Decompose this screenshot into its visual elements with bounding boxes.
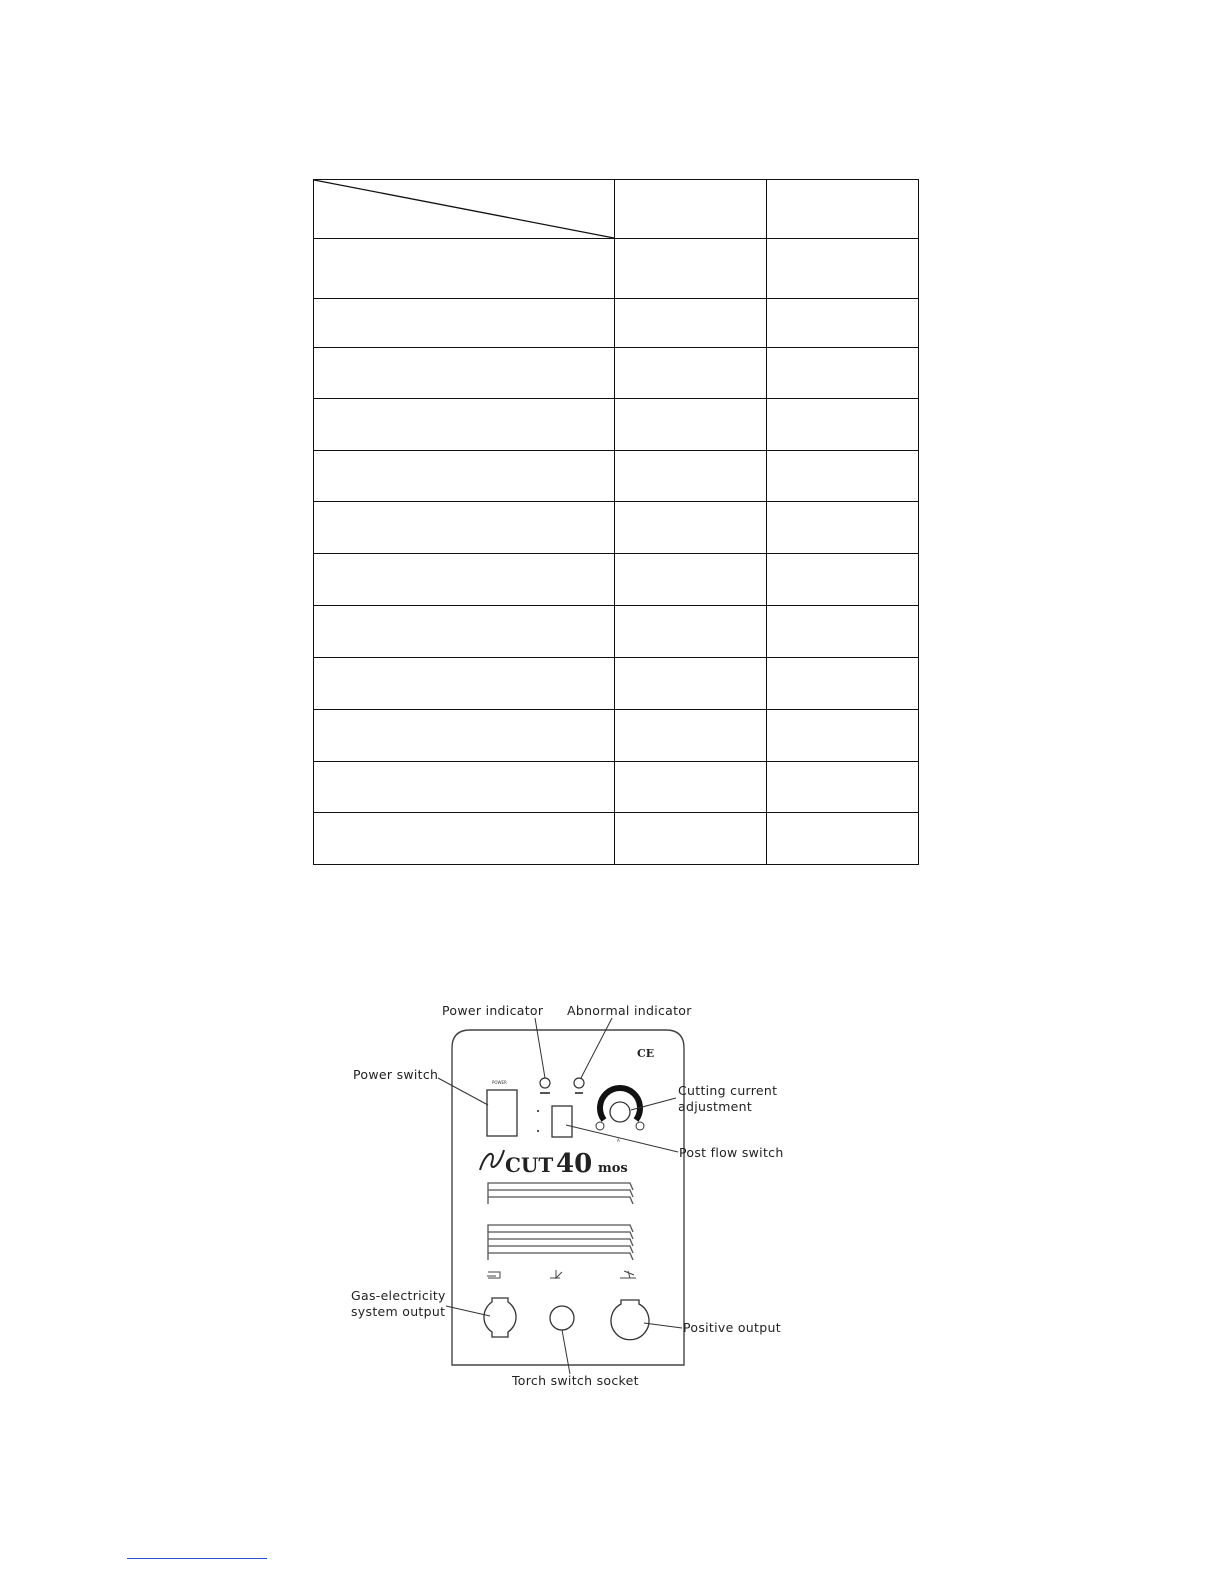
table-header-row	[314, 180, 919, 239]
table-cell	[615, 239, 767, 299]
specification-table	[313, 179, 919, 865]
socket-symbols	[487, 1270, 636, 1278]
table-cell	[314, 762, 615, 813]
positive-output-socket[interactable]	[611, 1300, 649, 1340]
table-cell	[767, 299, 919, 348]
table-row	[314, 606, 919, 658]
power-indicator-callout: Power indicator	[442, 1003, 544, 1018]
table-cell	[767, 502, 919, 554]
abnormal-indicator-led	[574, 1078, 584, 1088]
table-row	[314, 710, 919, 762]
brand-suffix-text: mos	[598, 1161, 628, 1176]
post-flow-switch-callout: Post flow switch	[679, 1145, 784, 1160]
table-cell	[314, 658, 615, 710]
callout-leaders	[438, 1018, 682, 1374]
led-caption-mark	[540, 1092, 550, 1094]
cutting-current-dial[interactable]	[596, 1088, 644, 1143]
table-row	[314, 451, 919, 502]
table-row	[314, 239, 919, 299]
cutting-current-callout-line2: adjustment	[678, 1099, 753, 1114]
clamp-symbol-icon	[620, 1271, 636, 1278]
brand-cut-text: CUT	[505, 1153, 554, 1177]
table-cell	[615, 710, 767, 762]
front-panel-diagram	[330, 990, 810, 1400]
brand-logo-icon	[480, 1150, 504, 1170]
abnormal-indicator-callout: Abnormal indicator	[567, 1003, 692, 1018]
torch-switch-symbol-icon	[550, 1270, 562, 1278]
table-cell	[615, 762, 767, 813]
table-cell	[314, 451, 615, 502]
ce-mark: CE	[637, 1047, 655, 1060]
torch-switch-socket-callout: Torch switch socket	[512, 1373, 639, 1388]
table-cell	[615, 502, 767, 554]
table-cell	[767, 813, 919, 865]
table-cell	[767, 710, 919, 762]
torch-switch-socket[interactable]	[550, 1306, 574, 1330]
cutting-current-callout-line1: Cutting current	[678, 1083, 778, 1098]
table-row	[314, 658, 919, 710]
table-cell	[767, 451, 919, 502]
dial-max-marker	[636, 1122, 644, 1130]
switch-tick	[537, 1130, 539, 1132]
table-row	[314, 502, 919, 554]
table-cell	[314, 348, 615, 399]
table-cell	[314, 399, 615, 451]
power-switch-label: POWER	[492, 1080, 507, 1085]
table-row	[314, 762, 919, 813]
table-cell	[615, 399, 767, 451]
gas-electricity-callout-line1: Gas-electricity	[351, 1288, 446, 1303]
led-caption-mark	[575, 1092, 583, 1094]
table-cell	[615, 658, 767, 710]
table-row	[314, 399, 919, 451]
table-cell	[767, 399, 919, 451]
table-row	[314, 554, 919, 606]
post-flow-switch[interactable]	[552, 1106, 572, 1137]
table-cell	[615, 299, 767, 348]
power-switch-callout: Power switch	[353, 1067, 439, 1082]
table-cell	[615, 451, 767, 502]
brand-model-number: 40	[556, 1149, 593, 1179]
table-cell	[767, 606, 919, 658]
footer-rule	[127, 1558, 267, 1559]
torch-symbol-icon	[487, 1272, 500, 1278]
positive-output-callout: Positive output	[683, 1320, 781, 1335]
table-cell	[615, 813, 767, 865]
power-switch[interactable]	[487, 1090, 517, 1136]
table-cell	[314, 299, 615, 348]
table-cell	[615, 606, 767, 658]
table-cell	[314, 554, 615, 606]
table-cell	[314, 606, 615, 658]
table-corner-cell	[314, 180, 615, 239]
diagonal-divider	[314, 180, 614, 238]
table-cell	[767, 554, 919, 606]
switch-tick	[537, 1110, 539, 1112]
table-cell	[314, 710, 615, 762]
table-row	[314, 299, 919, 348]
gas-electricity-callout-line2: system output	[351, 1304, 446, 1319]
table-header-cell	[767, 180, 919, 239]
table-cell	[615, 554, 767, 606]
table-cell	[767, 348, 919, 399]
table-row	[314, 348, 919, 399]
table-header-cell	[615, 180, 767, 239]
table-cell	[314, 502, 615, 554]
table-cell	[767, 239, 919, 299]
power-indicator-led	[540, 1078, 550, 1088]
table-cell	[615, 348, 767, 399]
table-cell	[767, 762, 919, 813]
gas-electricity-output-socket[interactable]	[484, 1298, 516, 1337]
dial-unit-label: A	[617, 1138, 620, 1143]
table-cell	[314, 813, 615, 865]
dial-min-marker	[596, 1122, 604, 1130]
table-row	[314, 813, 919, 865]
dial-knob[interactable]	[610, 1102, 630, 1122]
ventilation-louvres	[488, 1183, 633, 1260]
table-cell	[767, 658, 919, 710]
table-cell	[314, 239, 615, 299]
